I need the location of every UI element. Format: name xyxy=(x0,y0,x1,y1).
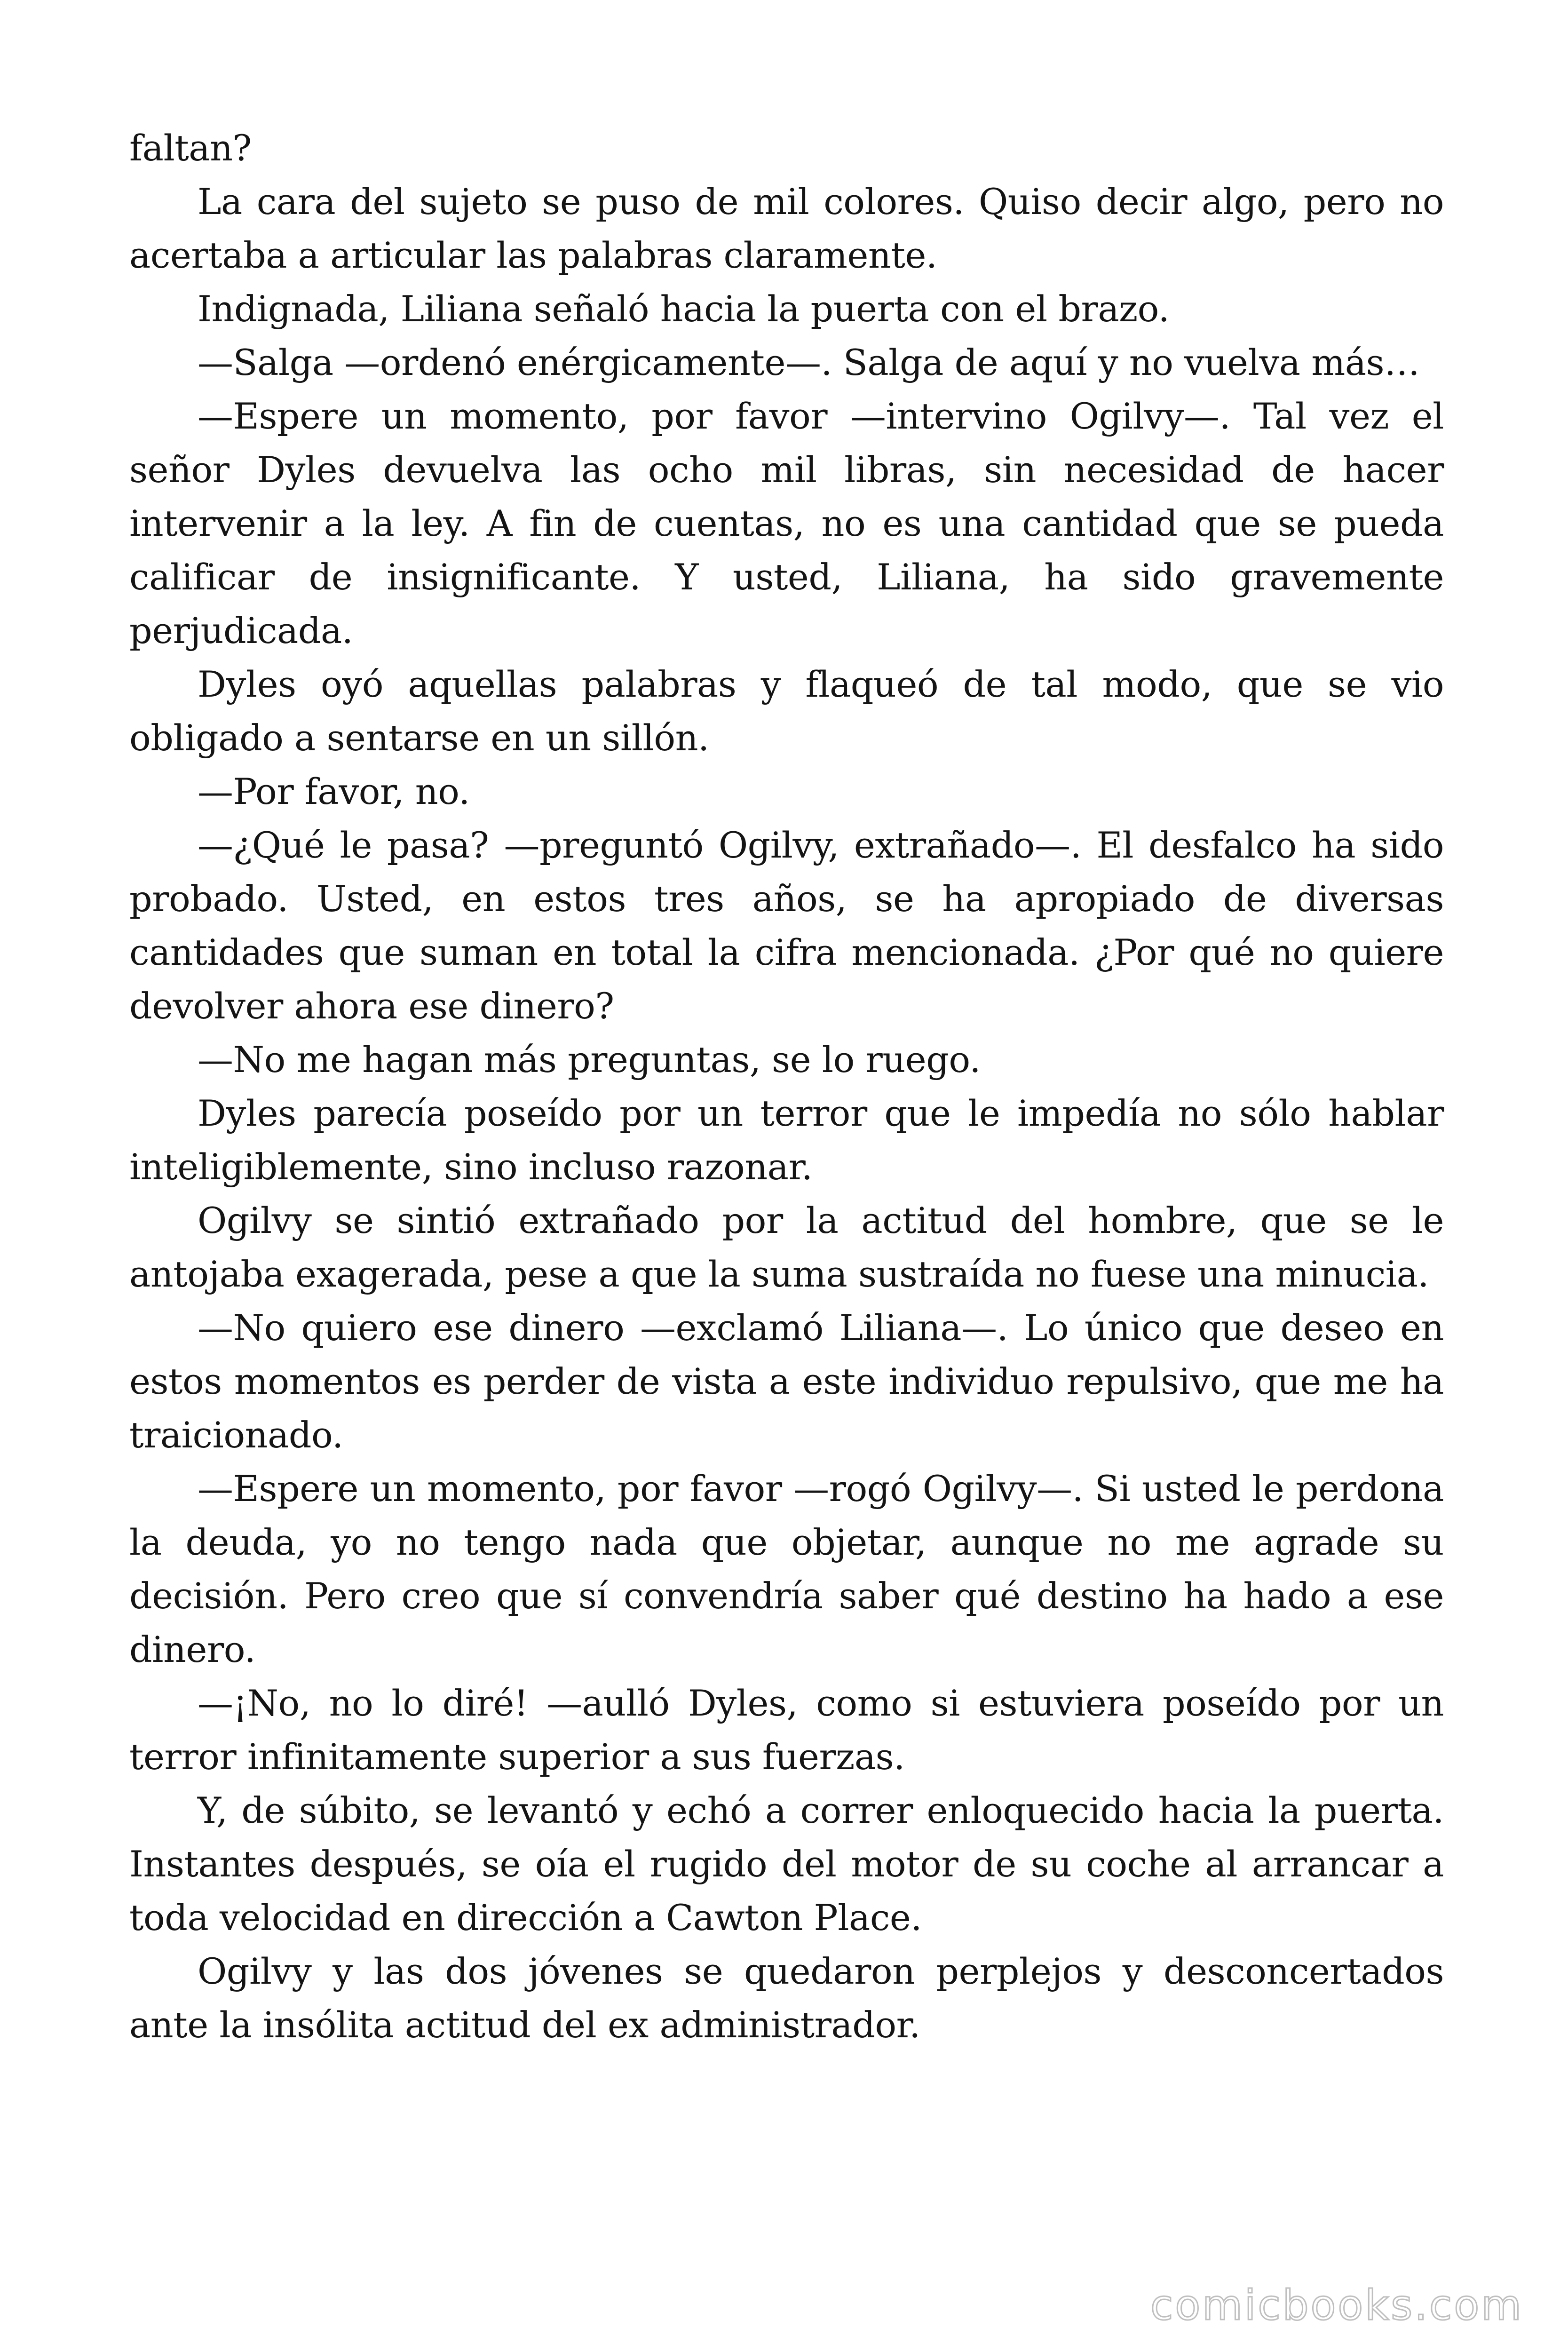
paragraph: Dyles oyó aquellas palabras y flaqueó de tal modo, que se vio obligado a sentarse en un sillón. xyxy=(129,663,1444,759)
paragraph: —Salga —ordenó enérgicamente—. Salga de aquí y no vuelva más… xyxy=(198,342,1420,383)
paragraph: Ogilvy y las dos jóvenes se quedaron perplejos y desconcertados ante la insólita actitud del ex administrador. xyxy=(129,1950,1444,2046)
paragraph: —Espere un momento, por favor —intervino Ogilvy—. Tal vez el señor Dyles devuelva las ocho mil libras, sin necesidad de hacer intervenir a la ley. A fin de cuentas, no es una cantidad que se pueda calificar de insignificante. Y usted, Liliana, ha sido gravemente perjudicada. xyxy=(129,395,1444,652)
watermark-logo: comicbooks.com xyxy=(1150,2281,1523,2329)
paragraph: —¡No, no lo diré! —aulló Dyles, como si estuviera poseído por un terror infinitamente superior a sus fuerzas. xyxy=(129,1682,1444,1778)
paragraph: Ogilvy se sintió extrañado por la actitud del hombre, que se le antojaba exagerada, pese a que la suma sustraída no fuese una minucia. xyxy=(129,1200,1444,1295)
paragraph: —No me hagan más preguntas, se lo ruego. xyxy=(198,1039,981,1081)
paragraph: Y, de súbito, se levantó y echó a correr enloquecido hacia la puerta. Instantes después, se oía el rugido del motor de su coche al arrancar a toda velocidad en dirección a Cawton Place. xyxy=(129,1789,1444,1939)
paragraph: —¿Qué le pasa? —preguntó Ogilvy, extrañado—. El desfalco ha sido probado. Usted, en estos tres años, se ha apropiado de diversas cantidades que suman en total la cifra mencionada. ¿Por qué no quiere devolver ahora ese dinero? xyxy=(129,824,1444,1027)
paragraph: —Espere un momento, por favor —rogó Ogilvy—. Si usted le perdona la deuda, yo no tengo nada que objetar, aunque no me agrade su decisión. Pero creo que sí convendría saber qué destino ha hado a ese dinero. xyxy=(129,1468,1444,1670)
paragraph: Indignada, Liliana señaló hacia la puerta con el brazo. xyxy=(198,288,1170,330)
paragraph: Dyles parecía poseído por un terror que le impedía no sólo hablar inteligiblemente, sino incluso razonar. xyxy=(129,1092,1444,1188)
paragraph: La cara del sujeto se puso de mil colores. Quiso decir algo, pero no acertaba a articular las palabras claramente. xyxy=(129,181,1444,276)
paragraph: —No quiero ese dinero —exclamó Liliana—. Lo único que deseo en estos momentos es perder de vista a este individuo repulsivo, que me ha traicionado. xyxy=(129,1307,1444,1456)
page-body-text xyxy=(129,121,1444,2052)
paragraph-continuation: faltan? xyxy=(129,127,252,169)
paragraph: —Por favor, no. xyxy=(198,771,470,812)
